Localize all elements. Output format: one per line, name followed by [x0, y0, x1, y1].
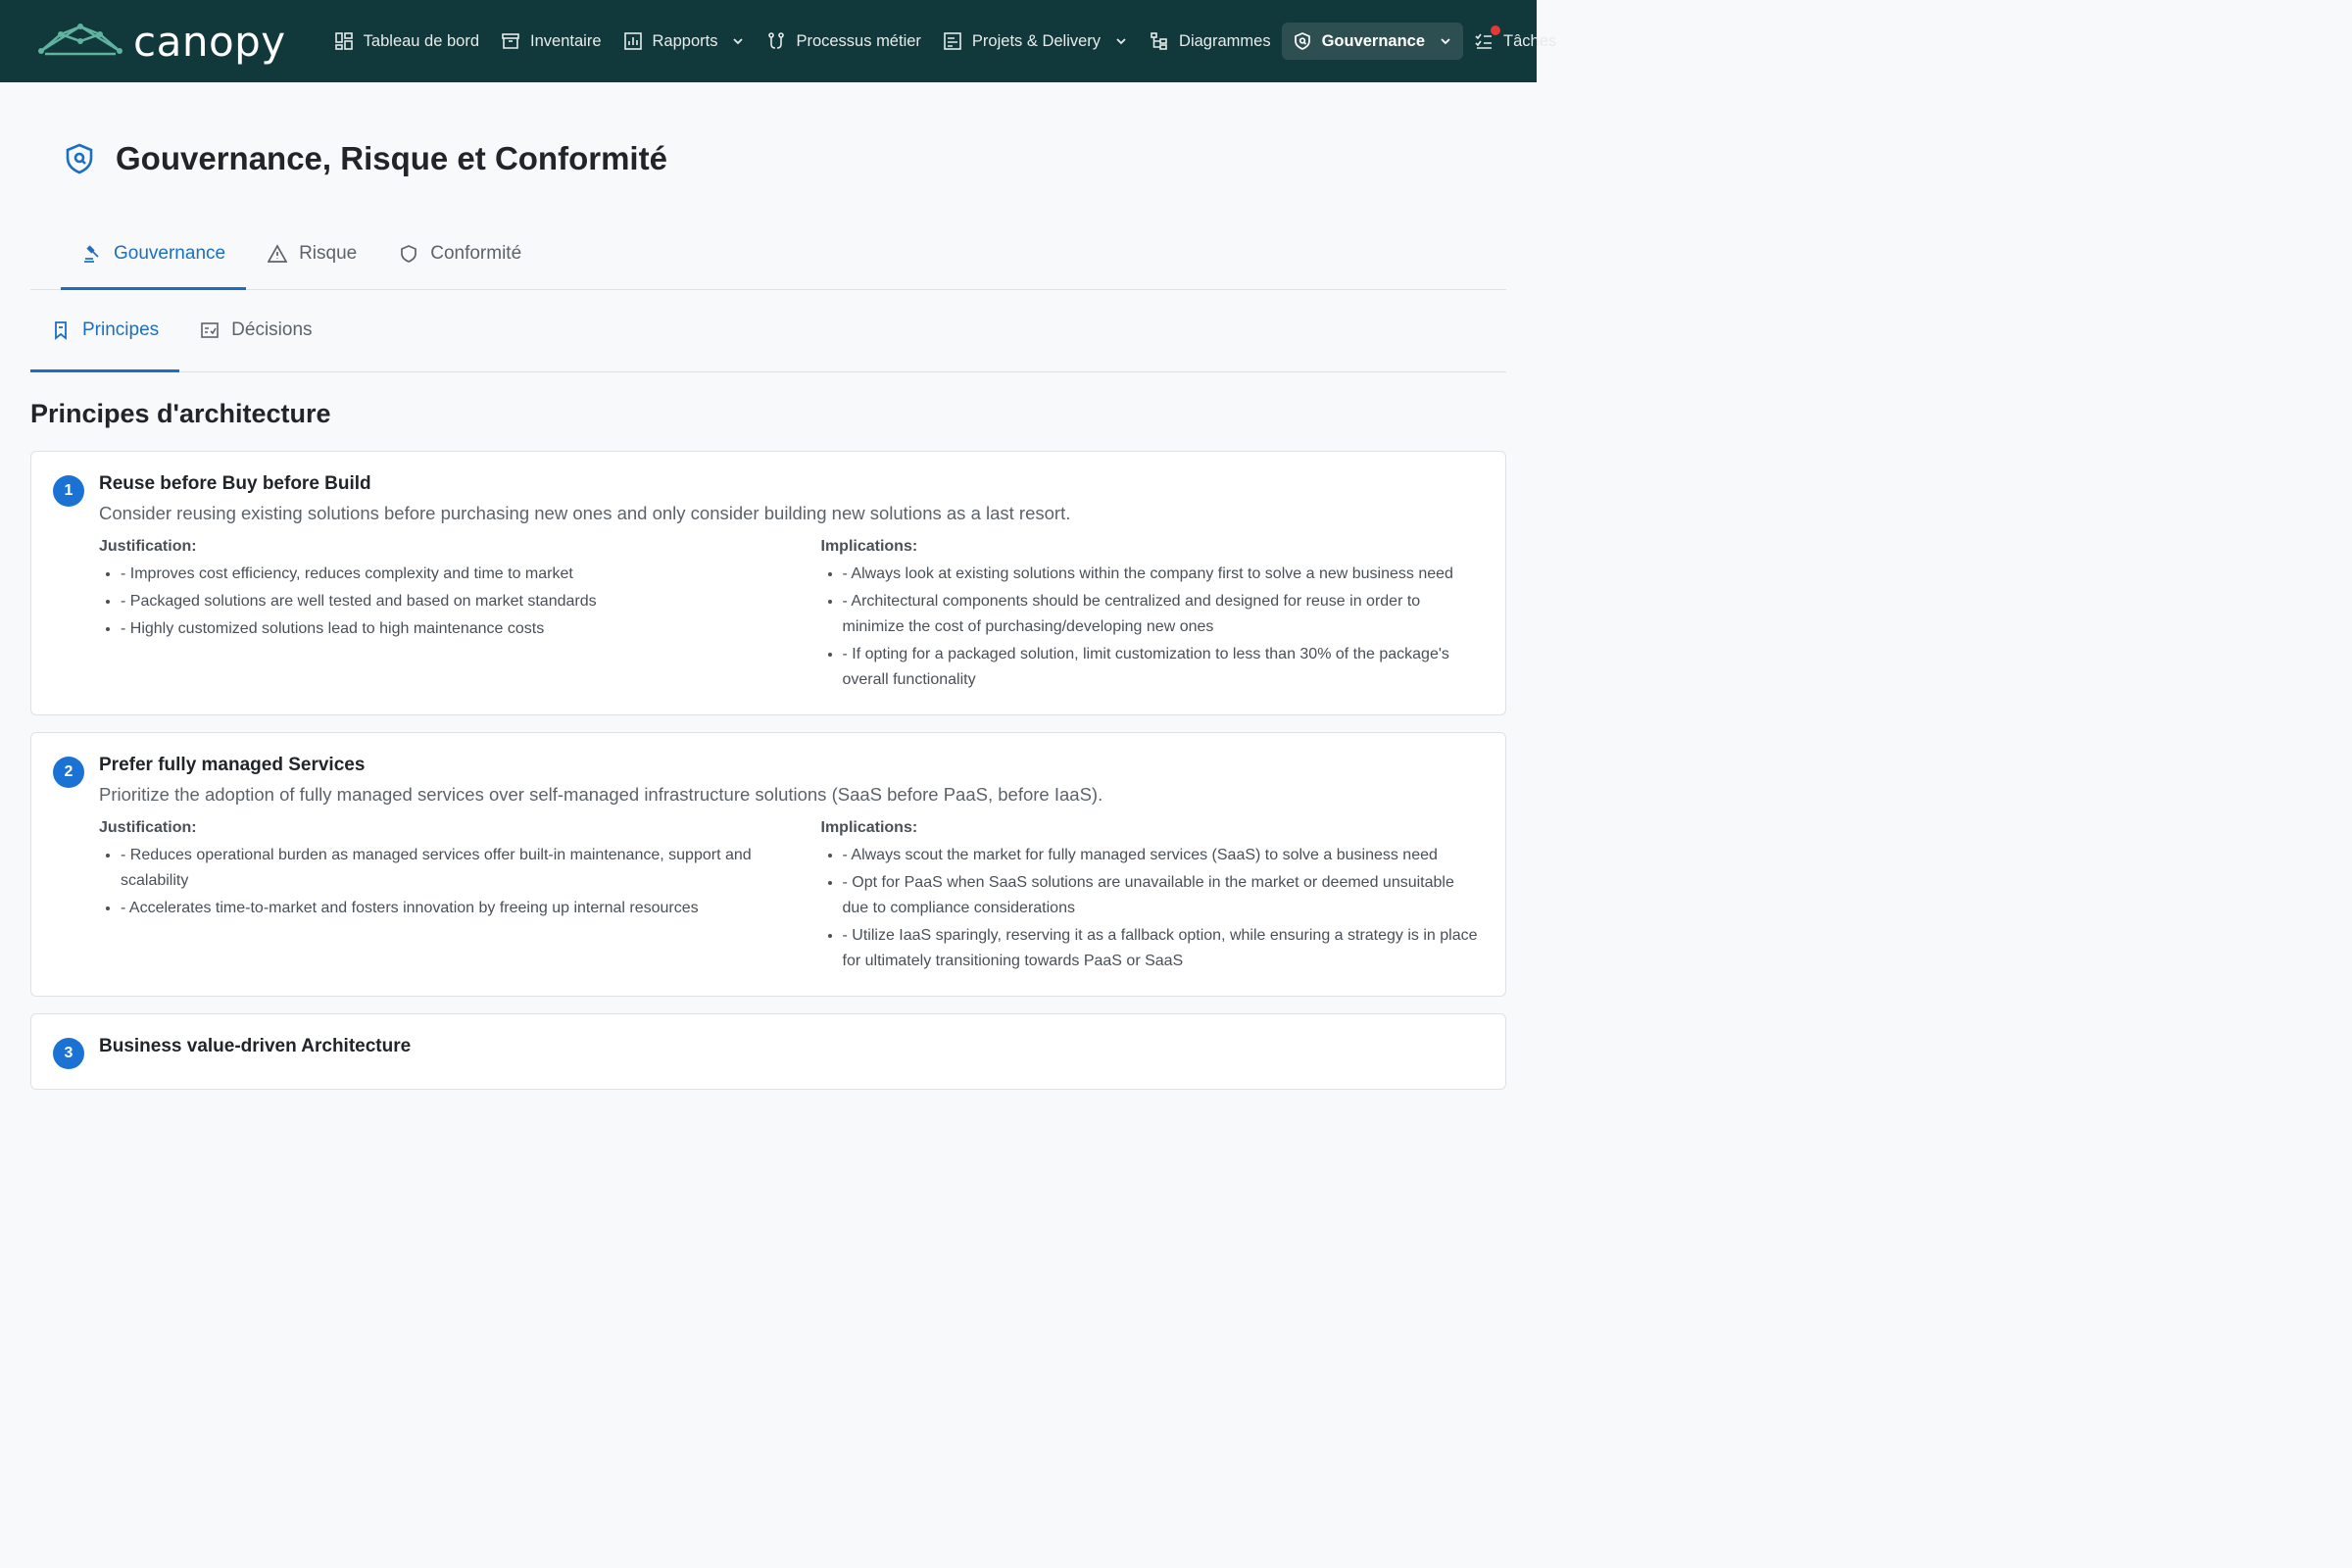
report-icon [623, 31, 643, 51]
principle-details [99, 819, 1484, 976]
principle-body [99, 1036, 1484, 1069]
canopy-logo-icon [37, 22, 123, 61]
top-navbar [0, 0, 1557, 82]
nav-item-label: Tableau de bord [363, 31, 480, 50]
secondary-tabs [30, 290, 1506, 372]
justification-column [99, 819, 762, 976]
principle-title: Business value-driven Architecture [99, 1036, 412, 1056]
section-title: Principes d'architecture [30, 399, 331, 428]
nav-item-diagrams[interactable] [1139, 23, 1282, 60]
nav-item-label: Processus métier [796, 31, 921, 50]
nav-item-business-process[interactable] [756, 23, 931, 60]
list-item: • - Accelerates time-to-market and fosters innovation by freeing up internal resources [121, 896, 762, 921]
warning-icon [268, 244, 287, 264]
justification-label: Justification: [99, 819, 197, 836]
governance-shield-icon [65, 143, 94, 174]
task-list-icon [1474, 31, 1494, 51]
nav-item-label: Diagrammes [1179, 31, 1271, 50]
principle-card [30, 1013, 1506, 1090]
nav-item-governance[interactable] [1282, 23, 1463, 60]
nav-item-label: Projets & Delivery [971, 31, 1102, 50]
implications-list [821, 562, 1485, 693]
principle-number-badge: 1 [53, 475, 84, 507]
archive-icon [501, 31, 520, 51]
nav-item-dashboard[interactable] [323, 23, 490, 60]
implications-label: Implications: [820, 538, 918, 555]
nav-item-inventory[interactable] [490, 23, 612, 60]
gavel-icon [82, 244, 102, 264]
shield-icon [1293, 31, 1312, 51]
page-title: Gouvernance, Risque et Conformité [116, 140, 667, 176]
tab-compliance[interactable] [377, 220, 542, 290]
diagram-icon [1150, 31, 1169, 51]
implications-column [821, 819, 1485, 976]
chevron-down-icon [1439, 34, 1452, 48]
brand[interactable] [37, 18, 286, 66]
bookmark-icon [51, 320, 71, 340]
list-item: • - Packaged solutions are well tested and based on market standards [121, 589, 762, 614]
main-content [0, 82, 1537, 1090]
list-item: • - Architectural components should be centralized and designed for reuse in order to minimize the cost of purchasing/developing new ones [843, 589, 1485, 640]
dashboard-icon [334, 31, 354, 51]
implications-label: Implications: [820, 819, 918, 836]
notification-badge [1491, 25, 1500, 35]
tab-decisions[interactable] [179, 291, 332, 372]
task-icon-wrapper [1474, 31, 1494, 51]
principle-card [30, 451, 1506, 715]
principle-card [30, 732, 1506, 997]
chevron-down-icon [731, 34, 745, 48]
tab-label: Décisions [231, 319, 313, 340]
implications-column [821, 538, 1485, 695]
justification-column [99, 538, 762, 695]
nav-item-reports[interactable] [612, 23, 757, 60]
principle-number-badge: 2 [53, 757, 84, 788]
tab-label: Conformité [430, 243, 522, 264]
principle-body [99, 755, 1484, 976]
nav-item-label: Gouvernance [1321, 31, 1426, 50]
list-item: • - Utilize IaaS sparingly, reserving it as a fallback option, while ensuring a strategy is in place for ultimately transitioning towards PaaS or SaaS [843, 923, 1485, 974]
tab-risk[interactable] [246, 220, 377, 290]
tab-principles[interactable] [30, 291, 179, 372]
primary-tabs [30, 220, 1506, 290]
principle-title: Reuse before Buy before Build [99, 473, 371, 494]
list-item: • - Highly customized solutions lead to high maintenance costs [121, 616, 762, 642]
principle-title: Prefer fully managed Services [99, 755, 366, 775]
principle-details [99, 538, 1484, 695]
project-icon [943, 31, 962, 51]
nav-item-label: Inventaire [530, 31, 602, 50]
tab-governance[interactable] [61, 220, 246, 290]
tab-label: Principes [82, 319, 160, 340]
main-nav [323, 0, 1567, 82]
implications-list [821, 843, 1485, 974]
chevron-down-icon [1114, 34, 1128, 48]
principle-body [99, 473, 1484, 695]
justification-label: Justification: [99, 538, 197, 555]
list-item: • - Always look at existing solutions within the company first to solve a new business need [843, 562, 1485, 587]
tab-label: Gouvernance [114, 243, 226, 264]
list-item: • - If opting for a packaged solution, limit customization to less than 30% of the package's overall functionality [843, 642, 1485, 693]
list-item: • - Opt for PaaS when SaaS solutions are unavailable in the market or deemed unsuitable due to compliance considerations [843, 870, 1485, 921]
principle-number-badge: 3 [53, 1038, 84, 1069]
nav-item-projects[interactable] [932, 23, 1139, 60]
list-item: • - Improves cost efficiency, reduces complexity and time to market [121, 562, 762, 587]
principle-description: Consider reusing existing solutions before purchasing new ones and only consider building new solutions as a last resort. [99, 503, 1071, 523]
brand-name: canopy [133, 17, 286, 66]
nav-item-label: Tâches [1503, 31, 1557, 50]
nav-item-label: Rapports [652, 31, 718, 50]
list-item: • - Reduces operational burden as managed services offer built-in maintenance, support and scalability [121, 843, 762, 894]
shield-outline-icon [399, 244, 418, 264]
principle-description: Prioritize the adoption of fully managed services over self-managed infrastructure solutions (SaaS before PaaS, before IaaS). [99, 784, 1103, 805]
process-icon [766, 31, 786, 51]
tab-label: Risque [299, 243, 358, 264]
page-header [30, 82, 1506, 235]
nav-item-tasks[interactable] [1463, 23, 1567, 60]
justification-list [99, 562, 762, 642]
justification-list [99, 843, 762, 921]
decision-icon [200, 320, 220, 340]
list-item: • - Always scout the market for fully managed services (SaaS) to solve a business need [843, 843, 1485, 868]
